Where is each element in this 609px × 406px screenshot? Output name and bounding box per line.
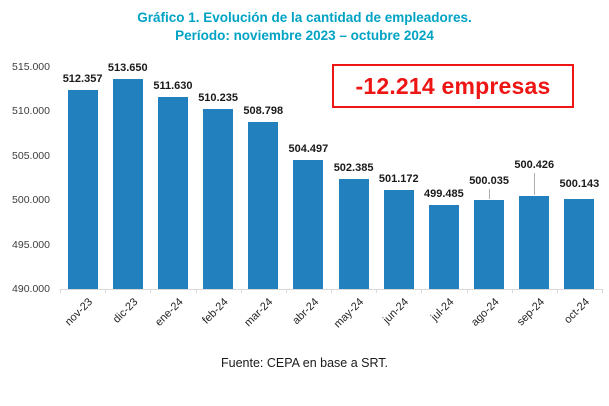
bar <box>113 79 143 289</box>
bar <box>158 97 188 289</box>
bar-value-label: 512.357 <box>62 73 103 86</box>
bar <box>384 190 414 289</box>
bar-value-label: 502.385 <box>333 162 374 175</box>
bar-value-label: 500.426 <box>514 159 555 172</box>
x-tick-label: jul-24 <box>428 296 457 324</box>
leader-line <box>489 189 490 199</box>
bar-value-label: 504.497 <box>288 143 329 156</box>
x-tick-label: jun-24 <box>381 296 412 327</box>
x-axis-tick <box>602 289 603 293</box>
bar <box>68 90 98 289</box>
annotation-box <box>332 64 574 108</box>
bar <box>474 200 504 289</box>
y-tick-label: 505.000 <box>12 149 50 162</box>
x-axis-tick <box>331 289 332 293</box>
bar <box>339 179 369 289</box>
bar-value-label: 513.650 <box>107 61 148 74</box>
x-axis-tick <box>196 289 197 293</box>
bar-value-label: 510.235 <box>198 92 238 105</box>
bar <box>203 109 233 289</box>
bar <box>564 199 594 289</box>
y-tick-label: 500.000 <box>12 194 50 207</box>
x-axis-tick <box>467 289 468 293</box>
bar-value-label: 499.485 <box>424 187 464 200</box>
x-axis-tick <box>241 289 242 293</box>
y-tick-label: 490.000 <box>12 283 50 295</box>
x-tick-label: feb-24 <box>200 296 231 327</box>
bar <box>293 160 323 289</box>
x-tick-label: ago-24 <box>468 296 502 329</box>
y-tick-label: 510.000 <box>12 105 50 118</box>
bar-value-label: 508.798 <box>243 105 284 118</box>
x-tick-label: oct-24 <box>561 296 592 327</box>
x-axis-tick <box>150 289 151 293</box>
x-axis-tick <box>512 289 513 293</box>
x-tick-label: dic-23 <box>110 296 141 326</box>
leader-line <box>534 173 535 195</box>
x-tick-label: sep-24 <box>514 296 547 329</box>
x-axis-tick <box>286 289 287 293</box>
chart-title-line1: Gráfico 1. Evolución de la cantidad de empleadores. <box>137 10 472 25</box>
x-axis-tick <box>60 289 61 293</box>
x-axis-tick <box>376 289 377 293</box>
chart-title-line2: Período: noviembre 2023 – octubre 2024 <box>175 28 434 43</box>
x-tick-label: mar-24 <box>242 296 276 330</box>
bar-value-label: 511.630 <box>153 79 193 92</box>
bar-value-label: 500.035 <box>469 174 509 187</box>
x-axis-tick <box>557 289 558 293</box>
bar-value-label: 500.143 <box>559 177 600 190</box>
y-tick-label: 495.000 <box>12 238 50 251</box>
annotation-text: -12.214 empresas <box>355 72 551 99</box>
x-tick-label: abr-24 <box>289 296 321 327</box>
x-tick-label: may-24 <box>331 296 367 331</box>
x-tick-label: ene-24 <box>152 296 186 329</box>
bar <box>519 196 549 289</box>
x-axis-tick <box>105 289 106 293</box>
x-axis-tick <box>421 289 422 293</box>
bar-value-label: 501.172 <box>378 172 419 185</box>
x-tick-label: nov-23 <box>62 296 96 329</box>
y-tick-label: 515.000 <box>12 61 50 73</box>
bar <box>429 205 459 289</box>
source-note: Fuente: CEPA en base a SRT. <box>221 356 388 370</box>
